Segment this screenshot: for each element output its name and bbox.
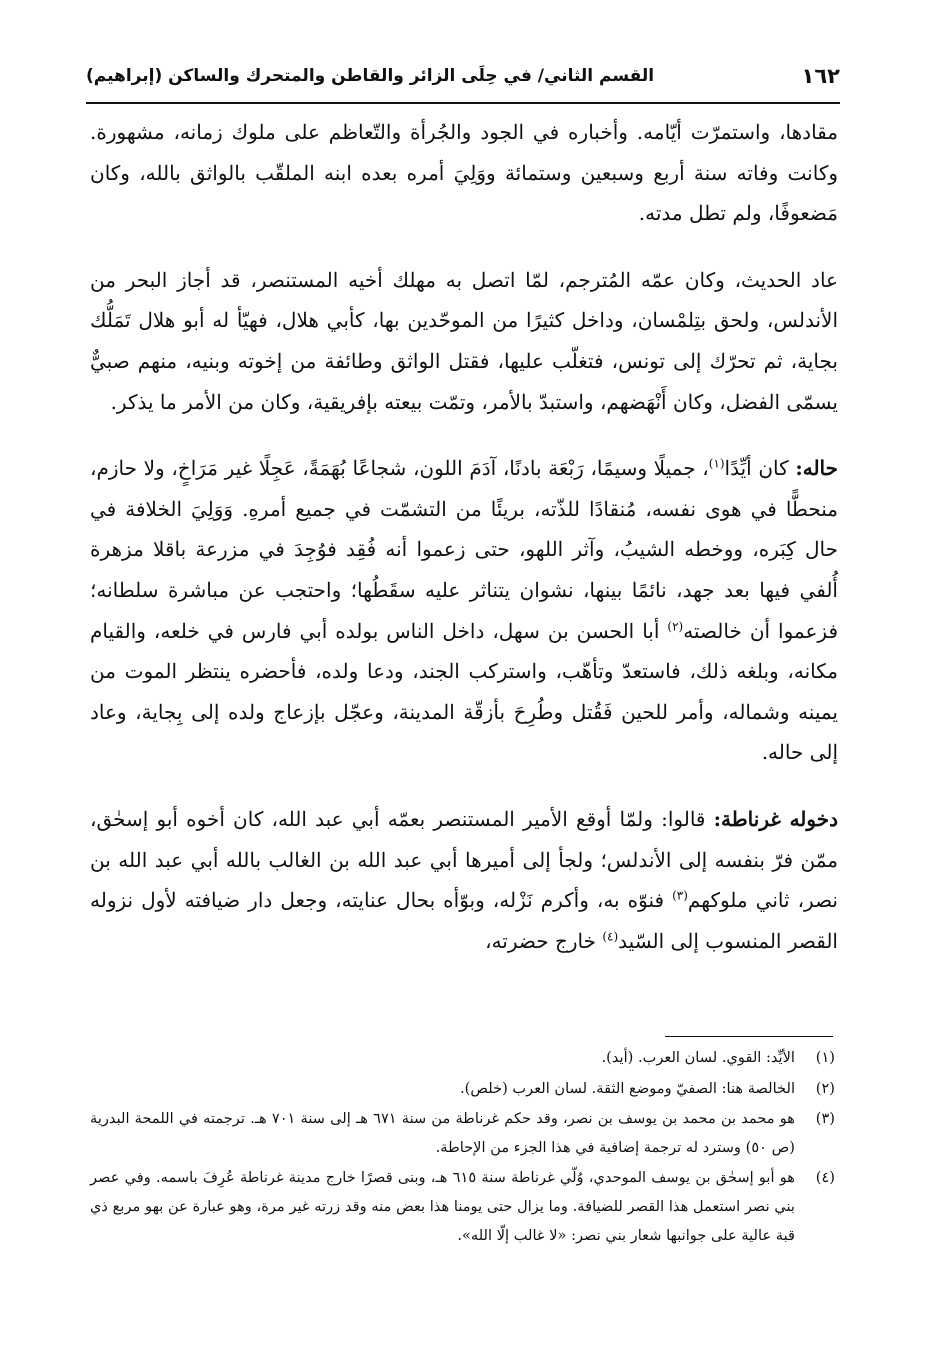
footnote xyxy=(90,1105,835,1162)
footnote-number: (٣) xyxy=(815,1110,835,1128)
running-title: القسم الثاني/ في حِلَى الزائر والقاطن والمتحرك والساكن (إبراهيم) xyxy=(86,66,655,86)
paragraph-text: قالوا: ولمّا أوقع الأمير المستنصر بعمّه أبي عبد الله، كان أخوه أبو إسحٰق، ممّن فرّ بنفسه إلى الأندلس؛ ولجأ إلى أميرها أبي عبد الله بن الغالب بالله أبي عبد الله بن نصر، ثاني ملوكهم xyxy=(90,806,838,913)
footnote xyxy=(90,1044,835,1073)
paragraph xyxy=(90,112,838,234)
paragraph-text: فنوّه به، وأكرم نَزْله، وبوّأه بحال عنايته، وجعل دار ضيافته لأول نزوله القصر المنسوب إلى السّيد xyxy=(90,888,838,953)
paragraph xyxy=(90,260,838,422)
paragraph-description xyxy=(90,448,838,773)
footnote-ref: (٢) xyxy=(667,618,684,633)
header-rule xyxy=(86,102,840,104)
footnote-number: (٢) xyxy=(815,1079,835,1097)
paragraph-entry-granada xyxy=(90,799,838,961)
footnotes xyxy=(90,1044,835,1252)
main-text xyxy=(90,112,838,961)
footnote-ref: (٣) xyxy=(672,888,688,903)
footnote xyxy=(90,1164,835,1250)
footnote-number: (١) xyxy=(815,1049,835,1066)
footnote-text: هو أبو إسحٰق بن يوسف الموحدي، وُلّي غرناطة سنة ٦١٥ هـ، وبنى قصرًا خارج مدينة غرناطة عُرِفَ باسمه. وفي عصر بني نصر استعمل هذا القصر للضيافة. وما يزال حتى يومنا هذا بعض منه وقد زرته غير مرة، وهو عبارة عن بهو مربع ذي قبة عالية على جوانبها شعار بني نصر: «لا غالب إلّا الله». xyxy=(90,1169,795,1244)
page-header xyxy=(86,58,840,104)
paragraph-text: عاد الحديث، وكان عمّه المُترجم، لمّا اتصل به مهلك أخيه المستنصر، قد أجاز البحر من الأندلس، ولحق بتِلمْسان، وداخل كثيرًا من الموحّدين بها، كأبي هلال، فهيّأ له أبو هلال تَمَلُّك بجاية، ثم تحرّك إلى تونس، فتغلّب عليها، فقتل الواثق وطائفة من إخوته وبنيه، منهم صبيٌّ يسمّى الفضل، وكان أَنْهَضهم، واستبدّ بالأمر، وتمّت بيعته بإفريقية، وكان من الأمر ما يذكر. xyxy=(90,267,838,414)
section-heading: دخوله غرناطة: xyxy=(713,806,839,831)
page-number: ١٦٢ xyxy=(801,64,840,88)
paragraph-text: كان أيِّدًا xyxy=(724,456,796,481)
footnote xyxy=(90,1075,835,1104)
footnote-text: هو محمد بن محمد بن يوسف بن نصر، وقد حكم غرناطة من سنة ٦٧١ هـ إلى سنة ٧٠١ هـ. ترجمته في اللمحة البدرية (ص ٥٠) وسترد له ترجمة إضافية في هذا الجزء من الإحاطة. xyxy=(90,1110,795,1156)
section-heading: حاله: xyxy=(795,456,838,481)
footnote-text: الخالصة هنا: الصفيّ وموضع الثقة. لسان العرب (خلص). xyxy=(460,1079,795,1097)
paragraph-text: ، جميلًا وسيمًا، رَبْعَة بادنًا، آدَمَ اللون، شجاعًا بُهَمَةً، عَجِلًا غير مَرَاخٍ، ولا حازم، منحطًّا في هوى نفسه، مُنقادًا للذّته، بريئًا من التشمّت في جميع أمرهِ. وَوَلِيَ الخلافة في حال كِبَره، ووخطه الشيبُ، وآثر اللهو، حتى زعموا أنه فُقِد فوُجِدَ في مزرعة باقلا مزهرة أُلفي فيها بعد جهد، نائمًا بينها، نشوان يتناثر عليه سقَطُها؛ واحتجب عن مباشرة سلطانه؛ فزعموا أن خالصته xyxy=(90,456,839,643)
footnote-text: الأيِّد: القوي. لسان العرب. (أيد). xyxy=(601,1049,795,1066)
footnote-ref: (٤) xyxy=(602,929,619,944)
footnote-number: (٤) xyxy=(815,1169,835,1187)
footnote-ref: (١) xyxy=(708,456,725,471)
paragraph-text: خارج حضرته، xyxy=(485,928,603,953)
footnote-separator xyxy=(665,1036,833,1037)
paragraph-text: مقادها، واستمرّت أيّامه. وأخباره في الجود والجُرأة والتّعاظم على ملوك زمانه، مشهورة. وكانت وفاته سنة أربع وسبعين وستمائة ووَلِيَ أمره بعده ابنه الملقّب بالواثق بالله، وكان مَضعوفًا، ولم تطل مدته. xyxy=(90,120,838,226)
paragraph-text: أبا الحسن بن سهل، داخل الناس بولده أبي فارس في خلعه، والقيام مكانه، وبلغه ذلك، فاستعدّ وتأهّب، واستركب الجند، ودعا ولده، فأحضره ينتظر الموت من يمينه وشماله، وأمر للحين فَقُتل وطُرِحَ بأزقّة المدينة، وعجّل بإزعاج ولده إلى بِجاية، وعاد إلى حاله. xyxy=(90,618,838,765)
